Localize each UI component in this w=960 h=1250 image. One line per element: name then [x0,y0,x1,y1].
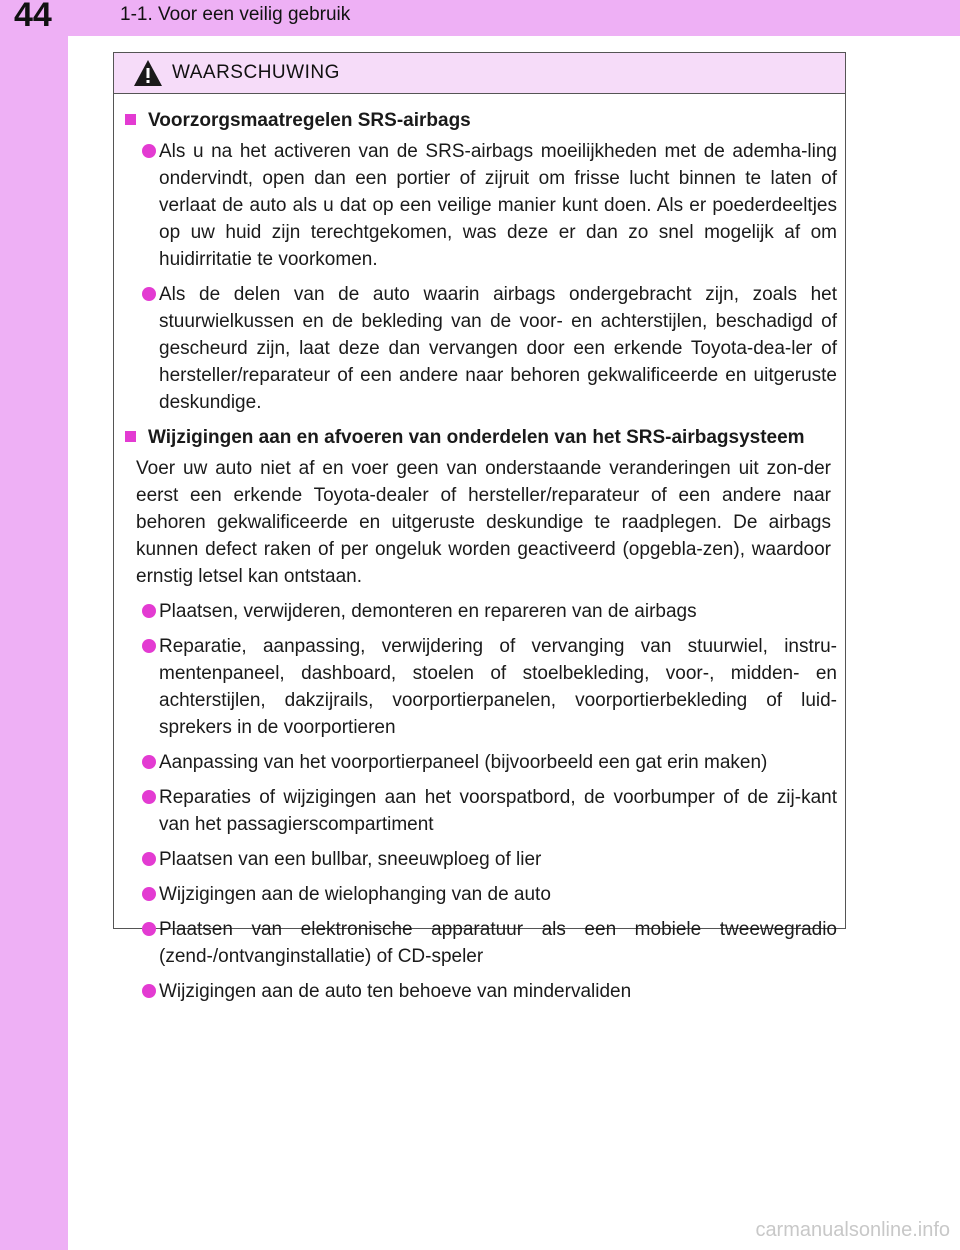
list-item-text: Als u na het activeren van de SRS-airbags moeilijkheden met de ademha-ling ondervindt, open dan een portier of zijruit om frisse lucht binnen te laten of verlaat de auto als u dat op een veilige manier kunt doen. Als er poederdeeltjes op uw huid zijn terechtgekomen, was deze er dan zo snel mogelijk af om huidirritatie te voorkomen. [159,141,837,270]
list-item [125,138,837,273]
round-bullet-icon [142,922,156,936]
list-item [125,846,837,873]
list-item [125,881,837,908]
header-rule [68,32,960,36]
page-number: 44 [14,0,52,34]
list-item [125,281,837,416]
list-item [125,633,837,741]
list-item-text: Wijzigingen aan de wielophanging van de auto [159,884,551,905]
round-bullet-icon [142,790,156,804]
round-bullet-icon [142,639,156,653]
list-item [125,749,837,776]
list-item-text: Als de delen van de auto waarin airbags ondergebracht zijn, zoals het stuurwielkussen en de bekleding van de voor- en achterstijlen, beschadigd of gescheurd zijn, laat deze dan vervangen door een erkende Toyota-dea-ler of hersteller/reparateur of een andere naar behoren gekwalificeerde en uitgeruste deskundige. [159,284,837,413]
list-item-text: Aanpassing van het voorportierpaneel (bijvoorbeeld een gat erin maken) [159,752,768,773]
list-item-text: Plaatsen, verwijderen, demonteren en repareren van de airbags [159,601,697,622]
section-heading-text: Voorzorgsmaatregelen SRS-airbags [148,110,471,131]
list-item-text: Reparaties of wijzigingen aan het voorspatbord, de voorbumper of de zij-kant van het passagierscompartiment [159,787,837,835]
list-item-text: Reparatie, aanpassing, verwijdering of vervanging van stuurwiel, instru-mentenpaneel, dashboard, stoelen of stoelbekleding, voor-, midden- en achterstijlen, dakzijrails, voorportierpanelen, voorportierbekleding of luid-sprekers in de voorportieren [159,636,837,738]
section-heading [125,424,837,451]
square-bullet-icon [125,114,136,125]
round-bullet-icon [142,984,156,998]
warning-content [114,105,845,1013]
warning-box [113,52,846,1002]
warning-triangle-icon [133,59,163,87]
list-item [125,598,837,625]
list-item [125,978,837,1005]
list-item [125,784,837,838]
round-bullet-icon [142,144,156,158]
list-item-text: Wijzigingen aan de auto ten behoeve van mindervaliden [159,981,632,1002]
list-item-text: Plaatsen van elektronische apparatuur als een mobiele tweewegradio (zend-/ontvanginstallatie) of CD-speler [159,919,837,967]
section-paragraph: Voer uw auto niet af en voer geen van onderstaande veranderingen uit zon-der eerst een erkende Toyota-dealer of hersteller/reparateur of een andere naar behoren gekwalificeerde en uitgeruste deskundige te raadplegen. De airbags kunnen defect raken of per ongeluk worden geactiveerd (opgebla-zen), waardoor ernstig letsel kan ontstaan. [136,458,831,587]
warning-header [114,53,845,94]
watermark: carmanualsonline.info [755,1219,950,1241]
square-bullet-icon [125,431,136,442]
round-bullet-icon [142,604,156,618]
side-color-strip [0,0,68,1250]
list-item [125,916,837,970]
section-heading [125,107,837,134]
warning-label: WAARSCHUWING [172,62,340,83]
round-bullet-icon [142,755,156,769]
round-bullet-icon [142,887,156,901]
round-bullet-icon [142,852,156,866]
round-bullet-icon [142,287,156,301]
list-item-text: Plaatsen van een bullbar, sneeuwploeg of lier [159,849,542,870]
section-heading-text: Wijzigingen aan en afvoeren van onderdelen van het SRS-airbagsysteem [148,427,805,448]
section-title: 1-1. Voor een veilig gebruik [120,4,351,25]
